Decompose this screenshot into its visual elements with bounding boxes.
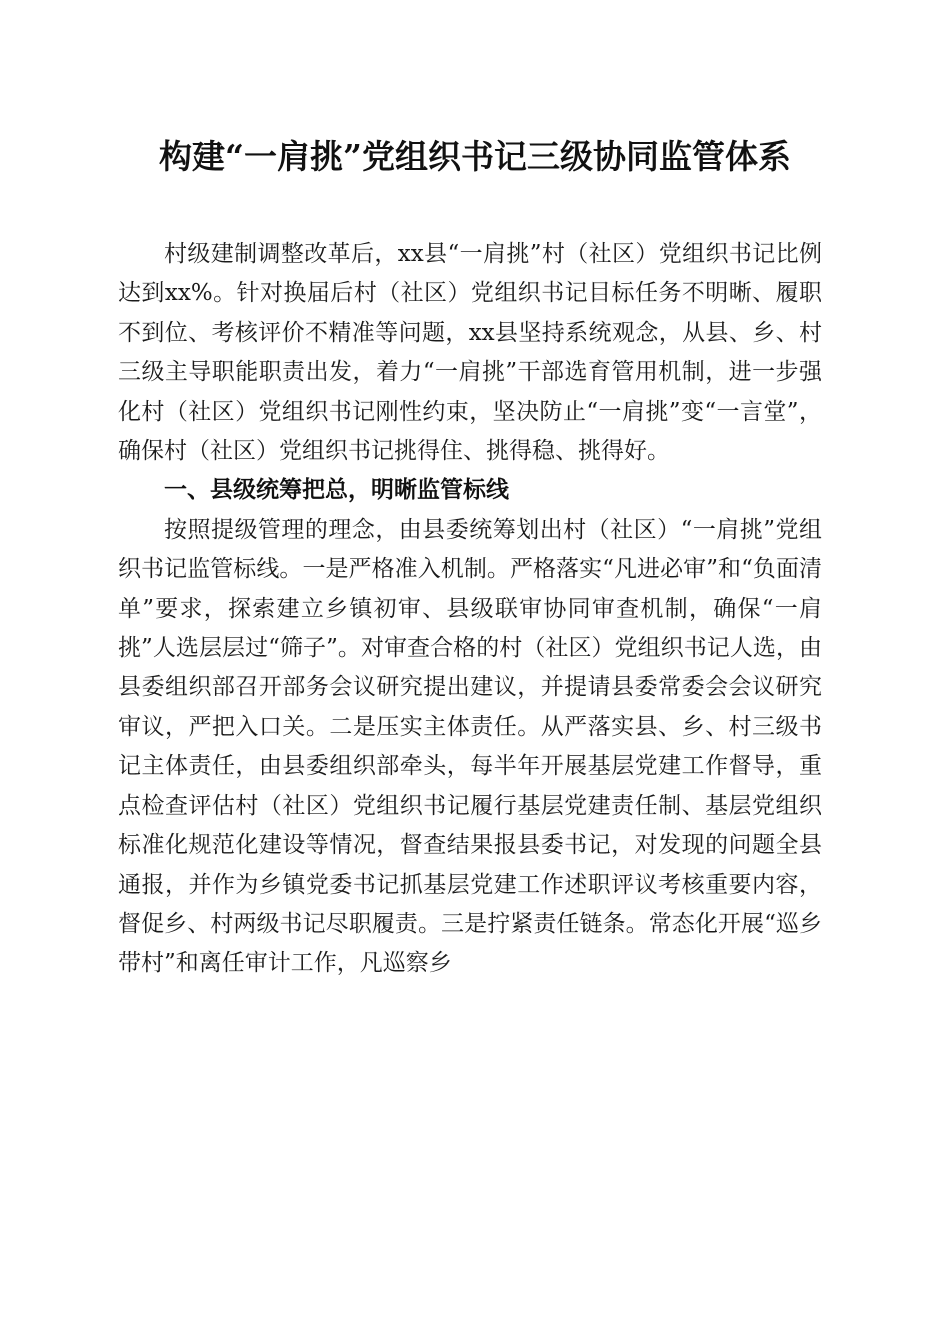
- intro-paragraph: 村级建制调整改革后，xx县“一肩挑”村（社区）党组织书记比例达到xx%。针对换届后村（社区）党组织书记目标任务不明晰、履职不到位、考核评价不精准等问题，xx县坚持系统观念，从县、乡、村三级主导职能职责出发，着力“一肩挑”干部选育管用机制，进一步强化村（社区）党组织书记刚性约束，坚决防止“一肩挑”变“一言堂”，确保村（社区）党组织书记挑得住、挑得稳、挑得好。: [118, 241, 822, 465]
- section-1-paragraph: 按照提级管理的理念，由县委统筹划出村（社区）“一肩挑”党组织书记监管标线。一是严格准入机制。严格落实“凡进必审”和“负面清单”要求，探索建立乡镇初审、县级联审协同审查机制，确保“一肩挑”人选层层过“筛子”。对审查合格的村（社区）党组织书记人选，由县委组织部召开部务会议研究提出建议，并提请县委常委会会议研究审议，严把入口关。二是压实主体责任。从严落实县、乡、村三级书记主体责任，由县委组织部牵头，每半年开展基层党建工作督导，重点检查评估村（社区）党组织书记履行基层党建责任制、基层党组织标准化规范化建设等情况，督查结果报县委书记，对发现的问题全县通报，并作为乡镇党委书记抓基层党建工作述职评议考核重要内容，督促乡、村两级书记尽职履责。三是拧紧责任链条。常态化开展“巡乡带村”和离任审计工作，凡巡察乡: [118, 516, 822, 977]
- section-heading-1: 一、县级统筹把总，明晰监管标线: [164, 477, 509, 504]
- document-body: [118, 235, 822, 984]
- page-title: 构建“一肩挑”党组织书记三级协同监管体系: [159, 137, 791, 176]
